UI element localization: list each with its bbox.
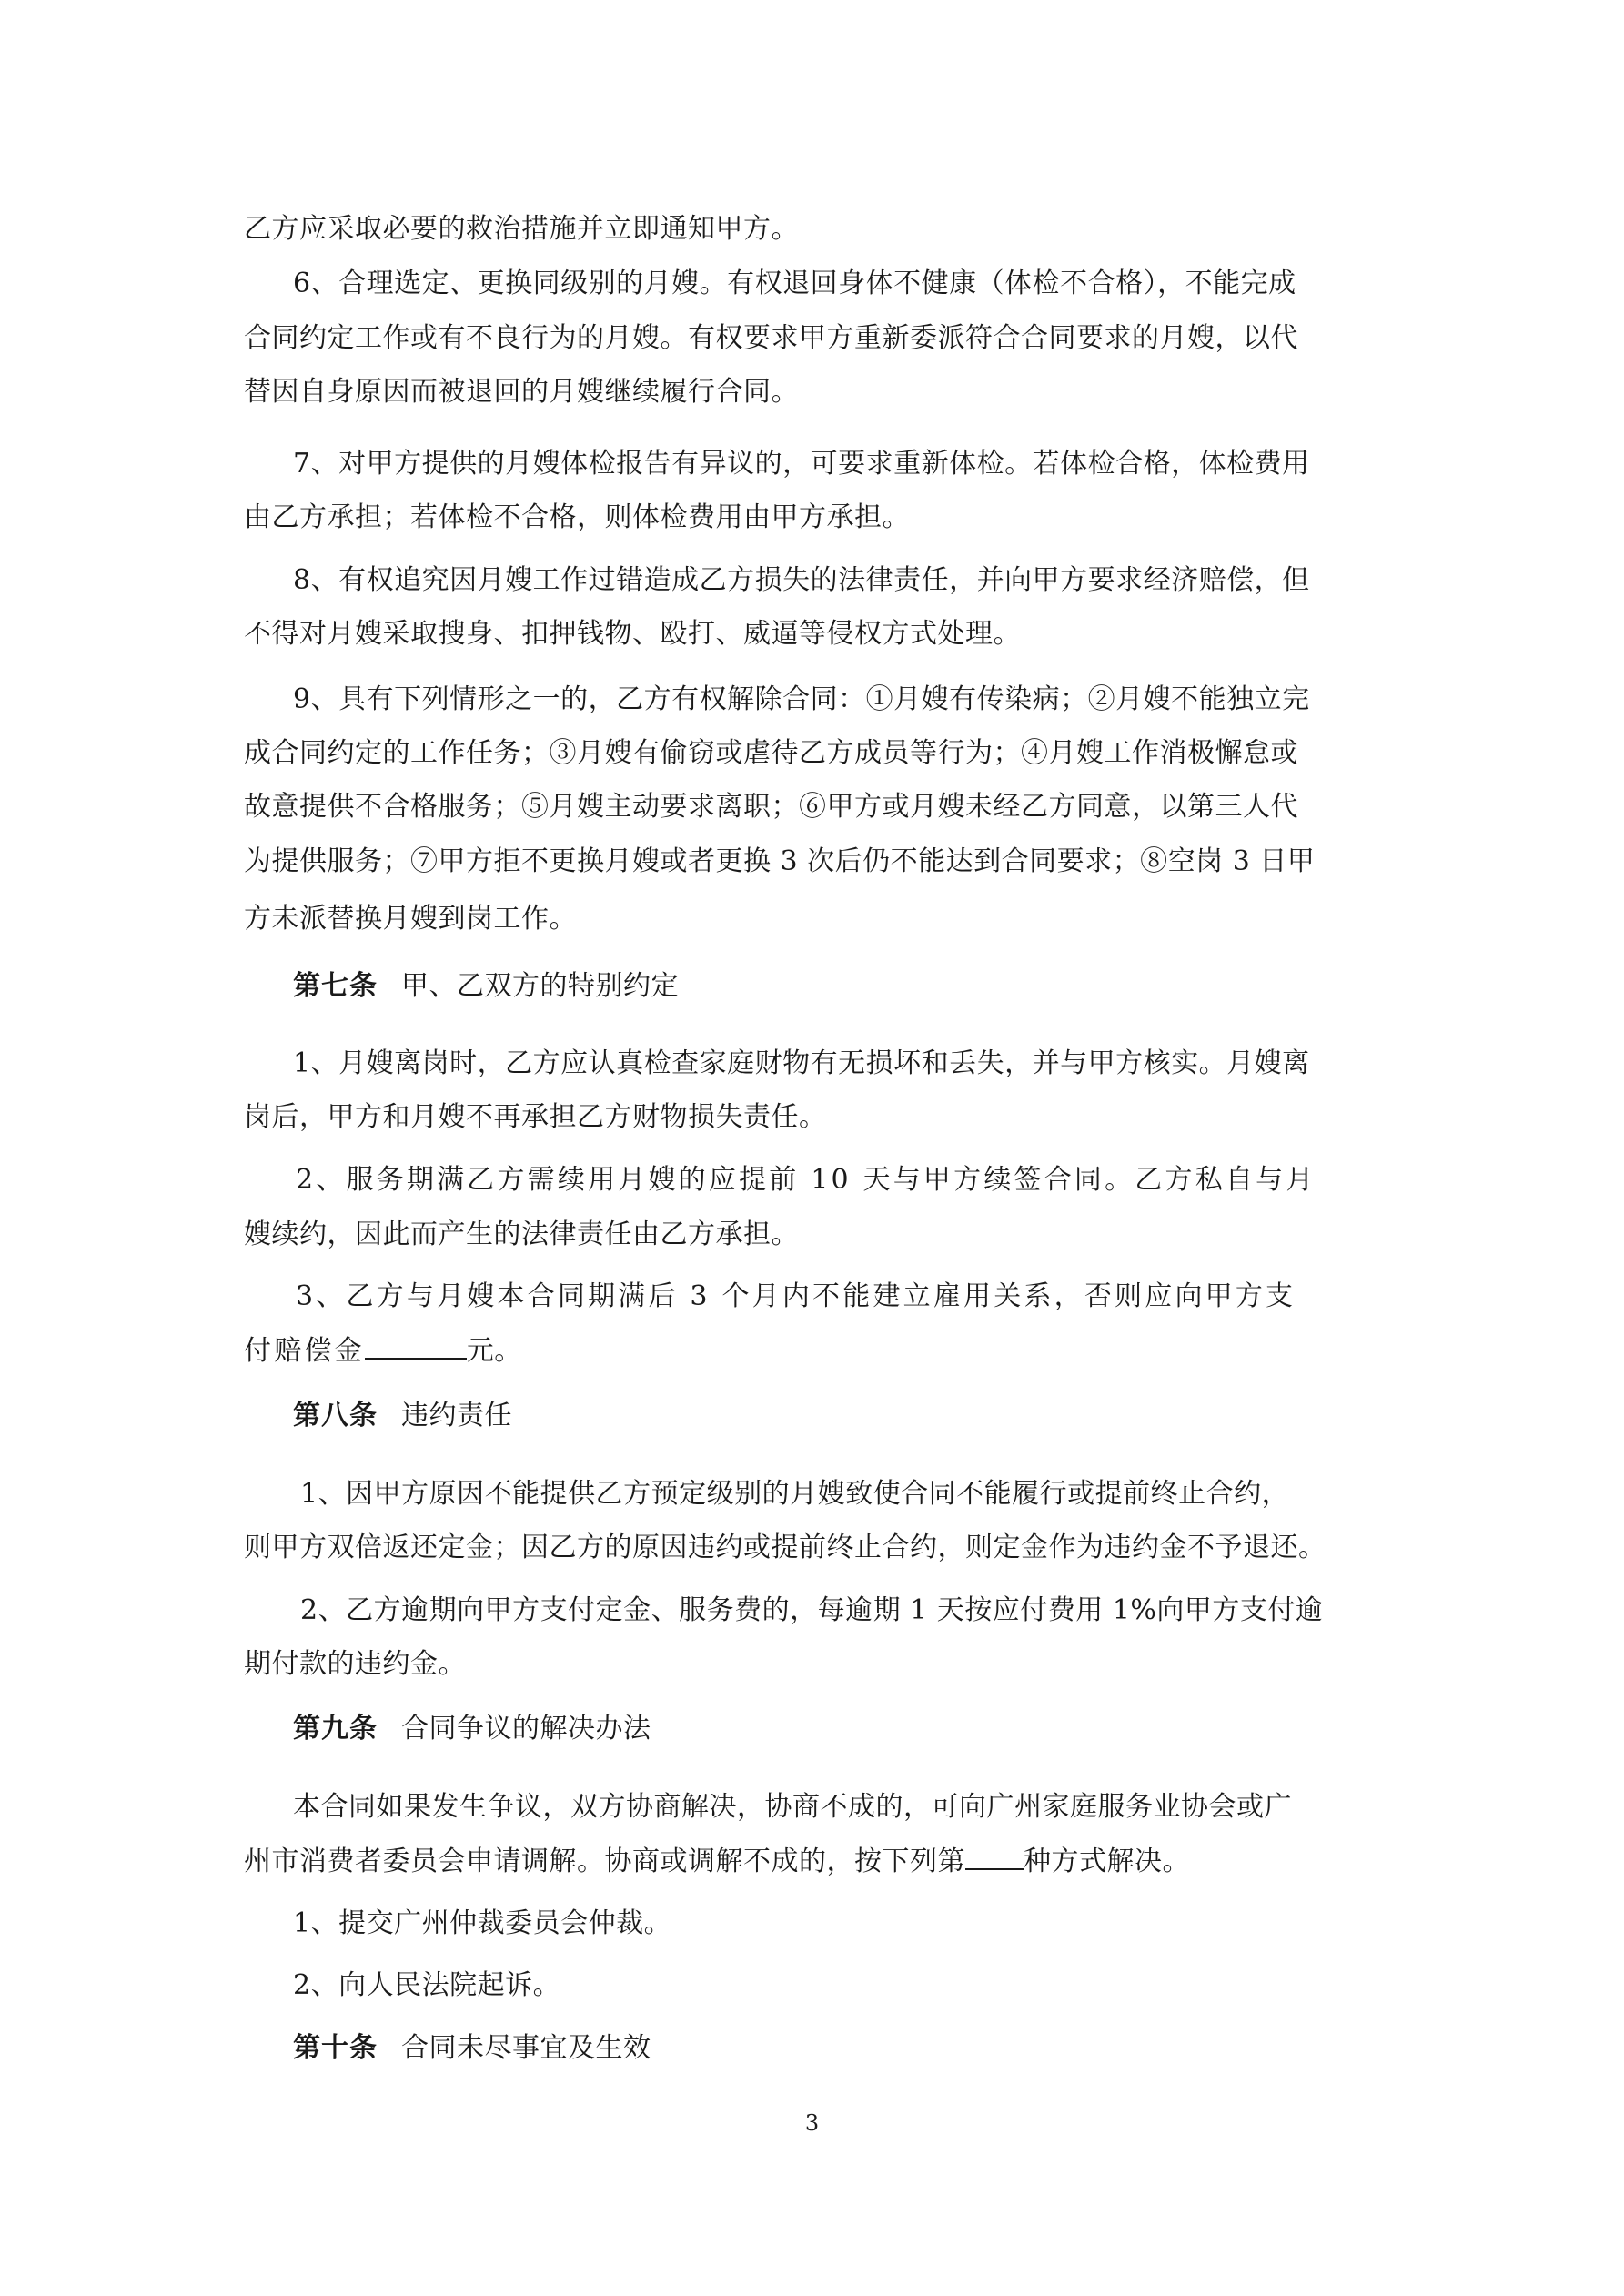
article-8-item-2: 2、乙方逾期向甲方支付定金、服务费的，每逾期 1 天按应付费用 1%向甲方支付逾 [300, 1594, 1324, 1626]
clause-9-line: 成合同约定的工作任务；③月嫂有偷窃或虐待乙方成员等行为；④月嫂工作消极懈怠或 [244, 737, 1298, 769]
clause-6-line: 6、合理选定、更换同级别的月嫂。有权退回身体不健康（体检不合格），不能完成 [293, 268, 1296, 299]
text-segment: 元。 [466, 1335, 522, 1367]
article-8-heading [293, 1398, 512, 1434]
article-8-item-2: 期付款的违约金。 [244, 1648, 466, 1680]
clause-7-line: 由乙方承担；若体检不合格，则体检费用由甲方承担。 [244, 501, 910, 533]
paragraph-line: 乙方应采取必要的救治措施并立即通知甲方。 [244, 213, 799, 245]
clause-6-line: 合同约定工作或有不良行为的月嫂。有权要求甲方重新委派符合合同要求的月嫂，以代 [244, 322, 1298, 354]
text-segment: 付赔偿金 [244, 1335, 365, 1367]
clause-9-line: 为提供服务；⑦甲方拒不更换月嫂或者更换 3 次后仍不能达到合同要求；⑧空岗 3 日甲 [244, 845, 1316, 877]
clause-6-line: 替因自身原因而被退回的月嫂继续履行合同。 [244, 376, 799, 408]
article-label: 第九条 [293, 1713, 378, 1745]
article-9-paragraph [244, 1843, 1190, 1880]
article-7-item-3 [244, 1332, 522, 1370]
article-7-item-1: 1、月嫂离岗时，乙方应认真检查家庭财物有无损坏和丢失，并与甲方核实。月嫂离 [293, 1047, 1310, 1079]
page-number: 3 [804, 2110, 820, 2136]
article-9-option-1: 1、提交广州仲裁委员会仲裁。 [293, 1907, 672, 1939]
article-label: 第十条 [293, 2032, 378, 2064]
article-label: 第八条 [293, 1400, 378, 1431]
article-9-heading [293, 1711, 651, 1747]
article-8-item-1: 则甲方双倍返还定金；因乙方的原因违约或提前终止合约，则定金作为违约金不予退还。 [244, 1532, 1326, 1563]
article-8-item-1: 1、因甲方原因不能提供乙方预定级别的月嫂致使合同不能履行或提前终止合约， [300, 1478, 1290, 1510]
article-title: 合同未尽事宜及生效 [401, 2032, 651, 2064]
article-title: 甲、乙双方的特别约定 [401, 970, 679, 1002]
article-7-item-3: 3、乙方与月嫂本合同期满后 3 个月内不能建立雇用关系，否则应向甲方支 [296, 1280, 1296, 1312]
clause-8-line: 8、有权追究因月嫂工作过错造成乙方损失的法律责任，并向甲方要求经济赔偿，但 [293, 564, 1310, 596]
text-segment: 种方式解决。 [1024, 1846, 1190, 1877]
article-9-paragraph: 本合同如果发生争议，双方协商解决，协商不成的，可向广州家庭服务业协会或广 [293, 1791, 1292, 1823]
article-9-option-2: 2、向人民法院起诉。 [293, 1969, 561, 2001]
article-7-heading [293, 968, 679, 1005]
text-segment: 州市消费者委员会申请调解。协商或调解不成的，按下列第 [244, 1846, 965, 1877]
article-10-heading [293, 2030, 651, 2067]
clause-9-line: 方未派替换月嫂到岗工作。 [244, 903, 577, 935]
article-7-item-2: 嫂续约，因此而产生的法律责任由乙方承担。 [244, 1219, 799, 1250]
article-title: 合同争议的解决办法 [401, 1713, 651, 1745]
clause-7-line: 7、对甲方提供的月嫂体检报告有异议的，可要求重新体检。若体检合格，体检费用 [293, 448, 1310, 480]
article-7-item-1: 岗后，甲方和月嫂不再承担乙方财物损失责任。 [244, 1101, 827, 1133]
article-label: 第七条 [293, 970, 378, 1002]
clause-9-line: 9、具有下列情形之一的，乙方有权解除合同：①月嫂有传染病；②月嫂不能独立完 [293, 683, 1310, 715]
clause-9-line: 故意提供不合格服务；⑤月嫂主动要求离职；⑥甲方或月嫂未经乙方同意，以第三人代 [244, 791, 1298, 823]
resolution-method-blank [965, 1843, 1024, 1870]
article-7-item-2: 2、服务期满乙方需续用月嫂的应提前 10 天与甲方续签合同。乙方私自与月 [296, 1164, 1316, 1196]
compensation-amount-blank [365, 1332, 467, 1360]
clause-8-line: 不得对月嫂采取搜身、扣押钱物、殴打、威逼等侵权方式处理。 [244, 618, 1021, 650]
article-title: 违约责任 [401, 1400, 512, 1431]
